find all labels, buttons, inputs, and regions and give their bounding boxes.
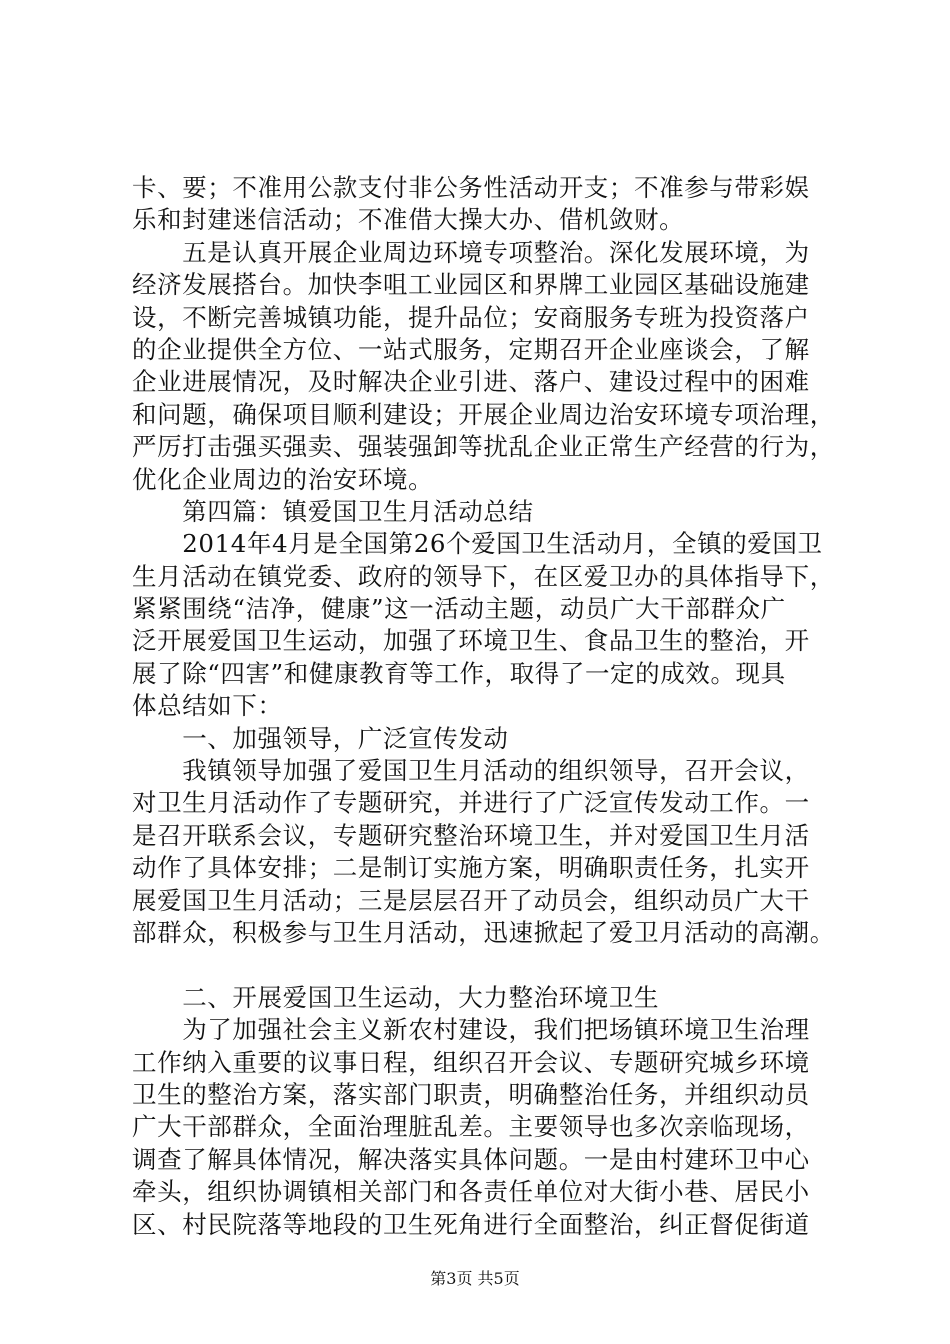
text-line: 动作了具体安排；二是制订实施方案，明确职责任务，扎实开	[132, 853, 810, 883]
text-line: 2014年4月是全国第26个爱国卫生活动月，全镇的爱国卫	[132, 529, 823, 559]
text-line: 经济发展搭台。加快李咀工业园区和界牌工业园区基础设施建	[132, 270, 810, 300]
text-line: 设，不断完善城镇功能，提升品位；安商服务专班为投资落户	[132, 302, 810, 332]
text-line: 严厉打击强买强卖、强装强卸等扰乱企业正常生产经营的行为，	[132, 432, 835, 462]
text-line: 部群众，积极参与卫生月活动，迅速掀起了爱卫月活动的高潮。	[132, 917, 835, 947]
blank-line	[132, 949, 848, 981]
text-line: 对卫生月活动作了专题研究，并进行了广泛宣传发动工作。一	[132, 788, 810, 818]
text-line: 优化企业周边的治安环境。	[132, 464, 434, 494]
text-line: 展爱国卫生月活动；三是层层召开了动员会，组织动员广大干	[132, 885, 810, 915]
document-body	[132, 172, 848, 1241]
text-line: 第四篇：镇爱国卫生月活动总结	[132, 496, 534, 526]
text-line: 卡、要；不准用公款支付非公务性活动开支；不准参与带彩娱	[132, 173, 810, 202]
text-line: 展了除“四害”和健康教育等工作，取得了一定的成效。现具	[132, 658, 786, 688]
text-line: 生月活动在镇党委、政府的领导下，在区爱卫办的具体指导下，	[132, 561, 835, 591]
text-line: 是召开联系会议，专题研究整治环境卫生，并对爱国卫生月活	[132, 820, 810, 850]
text-line: 调查了解具体情况，解决落实具体问题。一是由村建环卫中心	[132, 1144, 810, 1174]
text-line: 广大干部群众，全面治理脏乱差。主要领导也多次亲临现场，	[132, 1112, 810, 1142]
text-line: 为了加强社会主义新农村建设，我们把场镇环境卫生治理	[132, 1015, 810, 1045]
text-line: 二、开展爱国卫生运动，大力整治环境卫生	[132, 982, 660, 1012]
text-line: 工作纳入重要的议事日程，组织召开会议、专题研究城乡环境	[132, 1047, 810, 1077]
text-line: 的企业提供全方位、一站式服务，定期召开企业座谈会，了解	[132, 334, 810, 364]
page-footer: 第3页 共5页	[430, 1269, 520, 1288]
text-line: 紧紧围绕“洁净，健康”这一活动主题，动员广大干部群众广	[132, 594, 786, 624]
text-line: 牵头，组织协调镇相关部门和各责任单位对大街小巷、居民小	[132, 1177, 810, 1207]
text-line: 乐和封建迷信活动；不准借大操大办、借机敛财。	[132, 205, 685, 235]
text-line: 我镇领导加强了爱国卫生月活动的组织领导，召开会议，	[132, 756, 810, 786]
text-line: 五是认真开展企业周边环境专项整治。深化发展环境，为	[132, 237, 810, 267]
text-line: 一、加强领导，广泛宣传发动	[132, 723, 509, 753]
text-line: 企业进展情况，及时解决企业引进、落户、建设过程中的困难	[132, 367, 810, 397]
text-line: 和问题，确保项目顺利建设；开展企业周边治安环境专项治理，	[132, 399, 835, 429]
text-line: 泛开展爱国卫生运动，加强了环境卫生、食品卫生的整治，开	[132, 626, 810, 656]
text-line: 体总结如下：	[132, 691, 283, 721]
text-line: 区、村民院落等地段的卫生死角进行全面整治，纠正督促街道	[132, 1209, 810, 1239]
text-line: 卫生的整治方案，落实部门职责，明确整治任务，并组织动员	[132, 1079, 810, 1109]
